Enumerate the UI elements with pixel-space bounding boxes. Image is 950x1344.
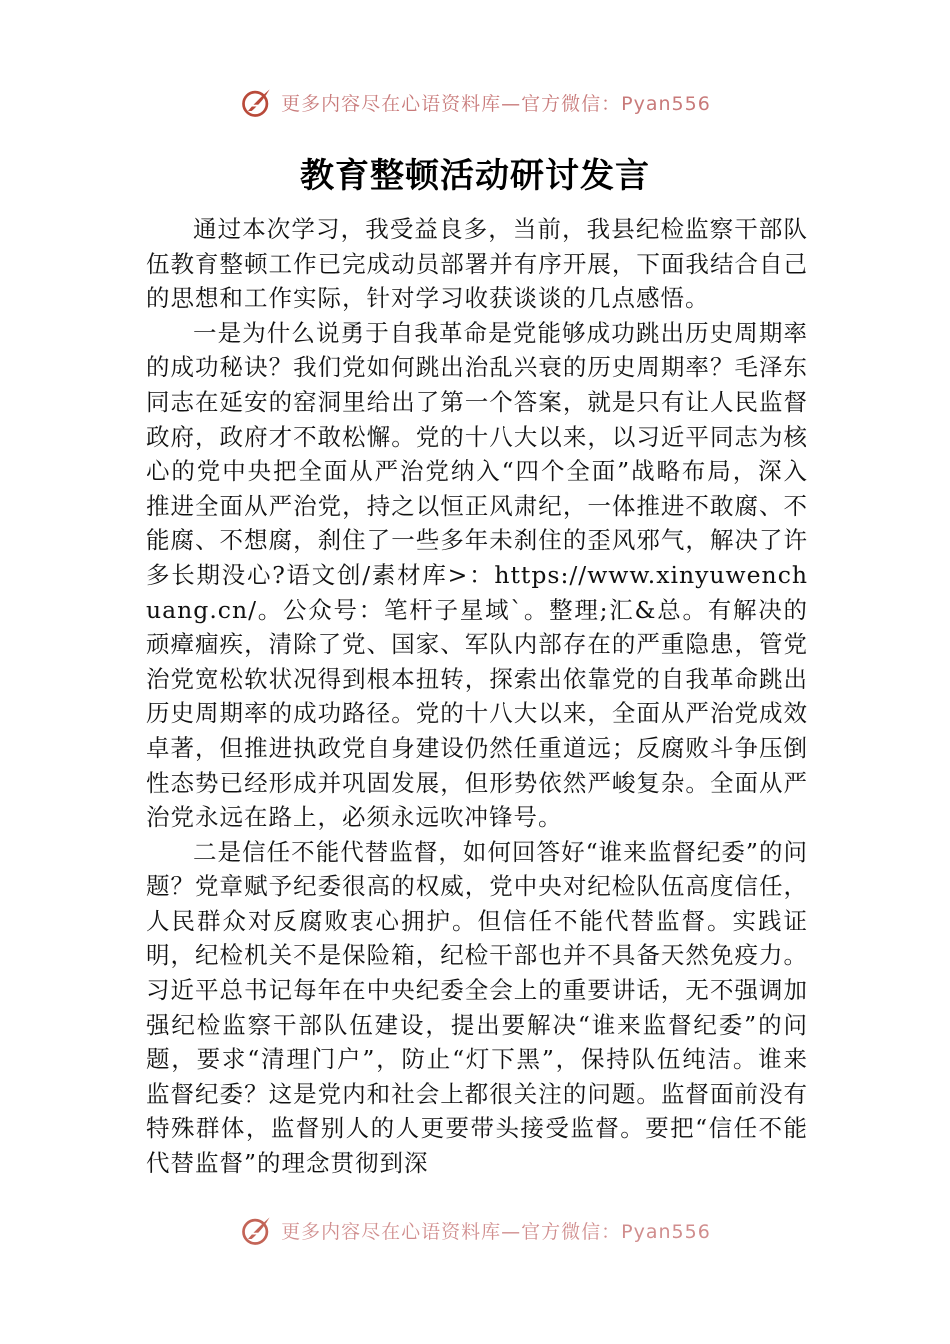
paragraph-point-two: 二是信任不能代替监督，如何回答好“谁来监督纪委”的问题？党章赋予纪委很高的权威，党中央对纪检队伍高度信任，人民群众对反腐败衷心拥护。但信任不能代替监督。实践证明，纪检机关不是保险箱，纪检干部也并不具备天然免疫力。习近平总书记每年在中央纪委全会上的重要讲话，无不强调加强纪检监察干部队伍建设，提出要解决“谁来监督纪委”的问题，要求“清理门户”，防止“灯下黑”，保持队伍纯洁。谁来监督纪委？这是党内和社会上都很关注的问题。监督面前没有特殊群体，监督别人的人更要带头接受监督。要把“信任不能代替监督”的理念贯彻到深 [146, 837, 808, 1178]
document-title: 教育整顿活动研讨发言 [300, 156, 650, 196]
paragraph-intro: 通过本次学习，我受益良多，当前，我县纪检监察干部队伍教育整顿工作已完成动员部署并有序开展，下面我结合自己的思想和工作实际，针对学习收获谈谈的几点感悟。 [146, 215, 808, 313]
quill-logo-icon [239, 1212, 275, 1248]
document-body [146, 212, 808, 1181]
footer-banner-text: 更多内容尽在心语资料库—官方微信：Pyan556 [281, 1220, 711, 1243]
paragraph-point-one: 一是为什么说勇于自我革命是党能够成功跳出历史周期率的成功秘诀？我们党如何跳出治乱兴衰的历史周期率？毛泽东同志在延安的窑洞里给出了第一个答案，就是只有让人民监督政府，政府才不敢松懈。党的十八大以来，以习近平同志为核心的党中央把全面从严治党纳入“四个全面”战略布局，深入推进全面从严治党，持之以恒正风肃纪，一体推进不敢腐、不能腐、不想腐，刹住了一些多年未刹住的歪风邪气，解决了许多长期没心?语文创/素材库>：https://www.xinyuwenchuang.cn/。公众号：笔杆子星域`。整理;汇&总。有解决的顽瘴痼疾，清除了党、国家、军队内部存在的严重隐患，管党治党宽松软状况得到根本扭转，探索出依靠党的自我革命跳出历史周期率的成功路径。党的十八大以来，全面从严治党成效卓著，但推进执政党自身建设仍然任重道远；反腐败斗争压倒性态势已经形成并巩固发展，但形势依然严峻复杂。全面从严治党永远在路上，必须永远吹冲锋号。 [146, 318, 808, 832]
header-banner-text: 更多内容尽在心语资料库—官方微信：Pyan556 [281, 92, 711, 115]
header-watermark-banner [0, 80, 950, 124]
footer-watermark-banner [0, 1208, 950, 1252]
quill-logo-icon [239, 84, 275, 120]
